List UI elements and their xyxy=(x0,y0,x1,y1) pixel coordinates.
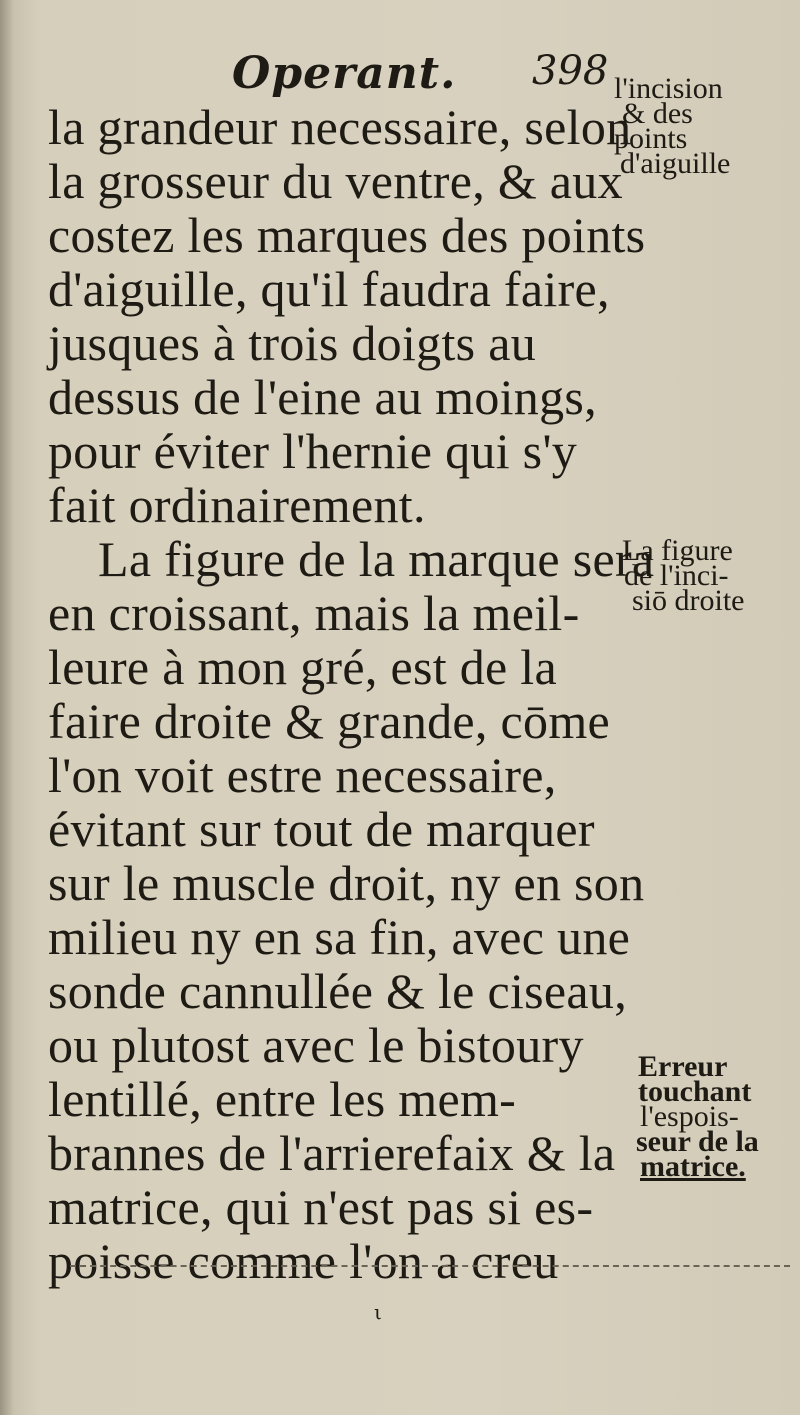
margin-note-line: La figure xyxy=(622,534,733,567)
text-line: pour éviter l'hernie qui s'y xyxy=(48,423,578,479)
text-line: brannes de l'arrierefaix & la xyxy=(48,1125,616,1181)
margin-note-line: & des xyxy=(622,97,693,130)
text-line: l'on voit estre necessaire, xyxy=(48,747,557,803)
text-line: sur le muscle droit, ny en son xyxy=(48,855,645,911)
margin-note-error xyxy=(612,1050,800,1183)
text-line: leure à mon gré, est de la xyxy=(48,639,557,695)
text-line: La figure de la marque sera xyxy=(98,531,655,587)
text-line: lentillé, entre les mem- xyxy=(48,1071,517,1127)
margin-note-figure xyxy=(612,534,800,617)
running-head: Operant. xyxy=(232,48,457,99)
text-line: fait ordinairement. xyxy=(48,477,426,533)
margin-note-line: d'aiguille xyxy=(620,147,731,180)
margin-note-line: de l'inci- xyxy=(624,559,729,592)
margin-note-line: Erreur xyxy=(638,1050,728,1083)
margin-note-line: l'incision xyxy=(614,72,723,105)
text-line: milieu ny en sa fin, avec une xyxy=(48,909,631,965)
text-line: jusques à trois doigts au xyxy=(48,315,537,371)
margin-note-incision xyxy=(612,72,800,180)
text-line: évitant sur tout de marquer xyxy=(48,801,595,857)
margin-note-line: points xyxy=(614,122,688,155)
margin-note-line: siō droite xyxy=(632,584,745,617)
text-line: dessus de l'eine au moings, xyxy=(48,369,597,425)
margin-note-line: seur de la xyxy=(636,1125,759,1158)
text-line: en croissant, mais la meil- xyxy=(48,585,580,641)
text-line: poisse comme l'on a creu xyxy=(48,1233,559,1289)
signature-mark: ι xyxy=(374,1300,382,1324)
text-line: sonde cannullée & le ciseau, xyxy=(48,963,628,1019)
text-line: d'aiguille, qu'il faudra faire, xyxy=(48,261,610,317)
text-line: costez les marques des points xyxy=(48,207,646,263)
main-text xyxy=(48,99,655,1289)
text-line: ou plutost avec le bistoury xyxy=(48,1017,584,1073)
text-line: la grosseur du ventre, & aux xyxy=(48,153,623,209)
margin-note-line: matrice. xyxy=(640,1150,746,1183)
text-line: matrice, qui n'est pas si es- xyxy=(48,1179,594,1235)
bottom-rule xyxy=(70,1265,790,1267)
text-line: faire droite & grande, cōme xyxy=(48,693,611,749)
page-number: 398 xyxy=(532,48,609,94)
text-line: la grandeur necessaire, selon xyxy=(48,99,632,155)
margin-note-line: touchant xyxy=(638,1075,752,1108)
margin-note-line: l'espois- xyxy=(640,1100,739,1133)
